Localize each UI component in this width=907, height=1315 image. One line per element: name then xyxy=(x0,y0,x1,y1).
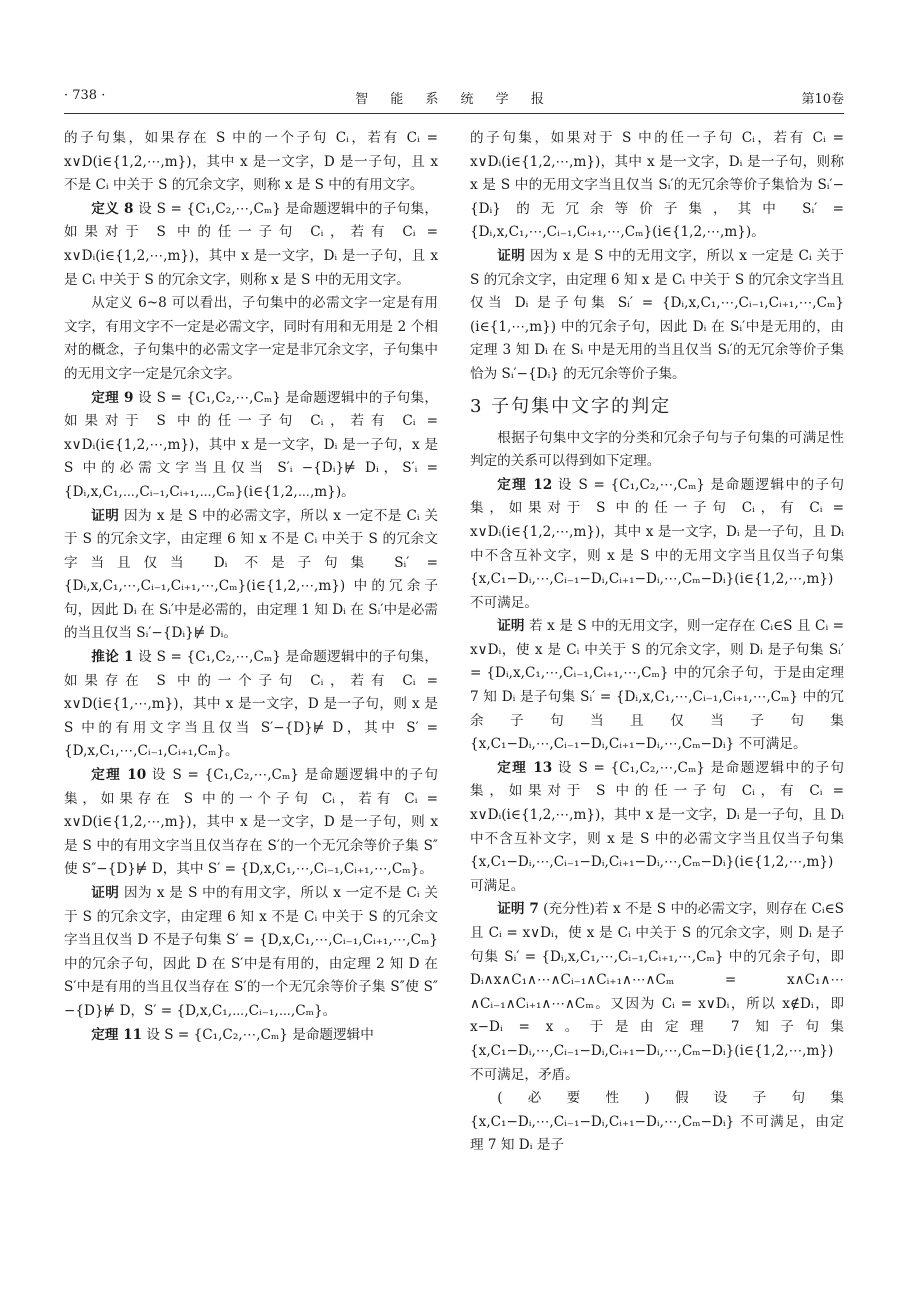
paragraph-text: 因为 x 是 S 中的有用文字，所以 x 一定不是 Cᵢ 关于 S 的冗余文字，由定理 6 知 x 不是 Cᵢ 中关于 S 的冗余文字当且仅当 D 不是子句集 S′ = {D,x,C₁,⋯,Cᵢ₋₁,Cᵢ₊₁,⋯,Cₘ} 中的冗余子句，因此 D 在 S′中是有用的，由定理 2 知 D 在 S′中是有用的当且仅当存在 S′的一个无冗余等价子集 S″使 S″−{D}⊭ D，S′ = {D,x,C₁,⋯,Cᵢ₋₁,⋯,Cₘ}。 xyxy=(64,885,438,1019)
volume-label: 第10卷 xyxy=(801,92,844,107)
paragraph: 从定义 6~8 可以看出，子句集中的必需文字一定是有用文字，有用文字不一定是必需文字，同时有用和无用是 2 个相对的概念，子句集中的必需文字一定是非冗余文字，子句集中的无用文字一定是冗余文字。 xyxy=(64,295,438,382)
header-rule xyxy=(64,113,844,114)
labeled-paragraph xyxy=(64,764,438,882)
labeled-paragraph xyxy=(470,615,844,757)
labeled-paragraph xyxy=(470,245,844,387)
paragraph-label: 定理 11 xyxy=(91,1026,143,1043)
paragraph-label: 证明 xyxy=(91,507,120,524)
section-heading: 3 子句集中文字的判定 xyxy=(470,395,672,417)
paragraph-label: 定理 10 xyxy=(91,767,147,784)
paragraph-label: 证明 xyxy=(497,618,525,635)
labeled-paragraph xyxy=(64,882,438,1024)
labeled-paragraph xyxy=(64,387,438,505)
labeled-paragraph xyxy=(64,646,438,764)
paragraph-text: 设 S = {C₁,C₂,⋯,Cₘ} 是命题逻辑中 xyxy=(142,1026,374,1043)
paragraph-text: 因为 x 是 S 中的无用文字，所以 x 一定是 Cᵢ 关于 S 的冗余文字，由定理 6 知 x 是 Cᵢ 中关于 S 的冗余文字当且仅当 Dᵢ 是子句集 Sᵢ′ = {Dᵢ,x,C₁,⋯,Cᵢ₋₁,Cᵢ₊₁,⋯,Cₘ}(i∈{1,⋯,m}) 中的冗余子句，因此 Dᵢ 在 Sᵢ′中是无用的，由定理 3 知 Dᵢ 在 Sᵢ 中是无用的当且仅当 Sᵢ′的无冗余等价子集恰为 Sᵢ′−{Dᵢ} 的无冗余等价子集。 xyxy=(470,247,844,382)
paragraph-label: 定义 8 xyxy=(91,200,134,217)
paragraph-label: 定理 12 xyxy=(497,476,553,493)
right-column xyxy=(470,127,844,1302)
page-header xyxy=(64,88,844,110)
labeled-paragraph xyxy=(64,198,438,292)
paragraph-text: 若 x 是 S 中的无用文字，则一定存在 Cᵢ∈S 且 Cᵢ = x∨Dᵢ，使 x 是 Cᵢ 中关于 S 的冗余文字，则 Dᵢ 是子句集 Sᵢ′ = {Dᵢ,x,C₁,⋯,Cᵢ₋₁,Cᵢ₊₁,⋯,Cₘ} 中的冗余子句，于是由定理 7 知 Dᵢ 是子句集 Sᵢ′ = {Dᵢ,x,C₁,⋯,Cᵢ₋₁,Cᵢ₊₁,⋯,Cₘ} 中的冗余子句当且仅当子句集 {x,C₁−Dᵢ,⋯,Cᵢ₋₁−Dᵢ,Cᵢ₊₁−Dᵢ,⋯,Cₘ−Dᵢ} 不可满足。 xyxy=(470,618,844,753)
labeled-paragraph xyxy=(470,474,844,616)
paragraph: 的子句集，如果对于 S 中的任一子句 Cᵢ，若有 Cᵢ = x∨Dᵢ(i∈{1,2,⋯,m})，其中 x 是一文字，Dᵢ 是一子句，则称 x 是 S 中的无用文字当且仅当 Sᵢ′的无冗余等价子集恰为 Sᵢ′−{Dᵢ} 的无冗余等价子集，其中 Sᵢ′ = {Dᵢ,x,C₁,⋯,Cᵢ₋₁,Cᵢ₊₁,⋯,Cₘ}(i∈{1,2,⋯,m})。 xyxy=(470,130,844,241)
paragraph-label: 证明 xyxy=(91,885,120,901)
paragraph-text: 设 S = {C₁,C₂,⋯,Cₘ} 是命题逻辑中的子句集，如果存在 S 中的一个子句 Cᵢ，若有 Cᵢ = x∨D(i∈{1,2,⋯,m})，其中 x 是一文字，D 是一子句，则 x 是 S 中的有用文字当且仅当存在 S′的一个无冗余等价子集 S″使 S″−{D}⊭ D，其中 S′ = {D,x,C₁,⋯,Cᵢ₋₁,Cᵢ₊₁,⋯,Cₘ}。 xyxy=(64,767,438,878)
paragraph-text: 因为 x 是 S 中的必需文字，所以 x 一定不是 Cᵢ 关于 S 的冗余文字，由定理 6 知 x 不是 Cᵢ 中关于 S 的冗余文字当且仅当 Dᵢ 不是子句集 Sᵢ′ = {Dᵢ,x,C₁,⋯,Cᵢ₋₁,Cᵢ₊₁,⋯,Cₘ}(i∈{1,2,⋯,m}) 中的冗余子句，因此 Dᵢ 在 Sᵢ′中是必需的，由定理 1 知 Dᵢ 在 Sᵢ′中是必需的当且仅当 Sᵢ′−{Dᵢ}⊭ Dᵢ。 xyxy=(64,507,438,642)
paragraph-label: 推论 1 xyxy=(91,649,134,666)
paragraph-label: 证明 7 xyxy=(497,901,539,918)
labeled-paragraph xyxy=(470,757,844,899)
paragraph-text: 设 S = {C₁,C₂,⋯,Cₘ} 是命题逻辑中的子句集，如果对于 S 中的任一子句 Cᵢ，若有 Cᵢ = x∨Dᵢ(i∈{1,2,⋯,m})，其中 x 是一文字，Dᵢ 是一子句，x 是 S 中的必需文字当且仅当 S′ᵢ −{Dᵢ}⊭ Dᵢ，S′ᵢ = {Dᵢ,x,C₁,⋯,Cᵢ₋₁,Cᵢ₊₁,⋯,Cₘ}(i∈{1,2,⋯,m})。 xyxy=(64,389,438,500)
journal-title: 智 能 系 统 学 报 xyxy=(355,92,553,107)
paragraph: 的子句集，如果存在 S 中的一个子句 Cᵢ，若有 Cᵢ = x∨D(i∈{1,2,⋯,m})，其中 x 是一文字，D 是一子句，且 x 不是 Cᵢ 中关于 S 的冗余文字，则称 x 是 S 中的有用文字。 xyxy=(64,130,438,194)
paragraph-text: 设 S = {C₁,C₂,⋯,Cₘ} 是命题逻辑中的子句集，如果对于 S 中的任一子句 Cᵢ，有 Cᵢ = x∨Dᵢ(i∈{1,2,⋯,m})，其中 x 是一文字，Dᵢ 是一子句，且 Dᵢ 中不含互补文字，则 x 是 S 中的无用文字当且仅当子句集 {x,C₁−Dᵢ,⋯,Cᵢ₋₁−Dᵢ,Cᵢ₊₁−Dᵢ,⋯,Cₘ−Dᵢ}(i∈{1,2,⋯,m}) 不可满足。 xyxy=(470,476,844,611)
paragraph-text: (充分性)若 x 不是 S 中的必需文字，则存在 Cᵢ∈S 且 Cᵢ = x∨Dᵢ，使 x 是 Cᵢ 中关于 S 的冗余文字，则 Dᵢ 是子句集 Sᵢ′ = {Dᵢ,x,C₁,⋯,Cᵢ₋₁,Cᵢ₊₁,⋯,Cₘ} 中的冗余子句，即 Dᵢ∧x∧C₁∧⋯∧Cᵢ₋₁∧Cᵢ₊₁∧⋯∧Cₘ = x∧C₁∧⋯∧Cᵢ₋₁∧Cᵢ₊₁∧⋯∧Cₘ。又因为 Cᵢ = x∨Dᵢ，所以 x∉Dᵢ，即 x−Dᵢ = x。于是由定理 7 知子句集 {x,C₁−Dᵢ,⋯,Cᵢ₋₁−Dᵢ,Cᵢ₊₁−Dᵢ,⋯,Cₘ−Dᵢ}(i∈{1,2,⋯,m}) 不可满足，矛盾。 xyxy=(470,901,844,1083)
left-column xyxy=(64,127,438,1302)
paragraph-label: 定理 13 xyxy=(497,759,553,776)
paragraph-label: 定理 9 xyxy=(91,389,134,406)
labeled-paragraph xyxy=(64,1024,438,1048)
labeled-paragraph xyxy=(470,898,844,1087)
labeled-paragraph xyxy=(64,505,438,647)
paragraph-text: 设 S = {C₁,C₂,⋯,Cₘ} 是命题逻辑中的子句集，如果对于 S 中的任一子句 Cᵢ，有 Cᵢ = x∨Dᵢ(i∈{1,2,⋯,m})，其中 x 是一文字，Dᵢ 是一子句，且 Dᵢ 中不含互补文字，则 x 是 S 中的必需文字当且仅当子句集 {x,C₁−Dᵢ,⋯,Cᵢ₋₁−Dᵢ,Cᵢ₊₁−Dᵢ,⋯,Cₘ−Dᵢ}(i∈{1,2,⋯,m}) 可满足。 xyxy=(470,759,844,894)
paragraph-text: 设 S = {C₁,C₂,⋯,Cₘ} 是命题逻辑中的子句集，如果对于 S 中的任一子句 Cᵢ，若有 Cᵢ = x∨Dᵢ(i∈{1,2,⋯,m})，其中 x 是一文字，Dᵢ 是一子句，且 x 是 Cᵢ 中关于 S 的冗余文字，则称 x 是 S 中的无用文字。 xyxy=(64,200,438,288)
paragraph: 根据子句集中文字的分类和冗余子句与子句集的可满足性判定的关系可以得到如下定理。 xyxy=(470,429,844,470)
page-number: · 738 · xyxy=(64,88,106,103)
paragraph-text: 设 S = {C₁,C₂,⋯,Cₘ} 是命题逻辑中的子句集，如果存在 S 中的一个子句 Cᵢ，若有 Cᵢ = x∨D(i∈{1,⋯,m})，其中 x 是一文字，D 是一子句，则 x 是 S 中的有用文字当且仅当 S′−{D}⊭ D，其中 S′ = {D,x,C₁,⋯,Cᵢ₋₁,Cᵢ₊₁,Cₘ}。 xyxy=(64,649,438,760)
paragraph-label: 证明 xyxy=(497,247,526,264)
paragraph: (必要性)假设子句集 {x,C₁−Dᵢ,⋯,Cᵢ₋₁−Dᵢ,Cᵢ₊₁−Dᵢ,⋯,Cₘ−Dᵢ} 不可满足，由定理 7 知 Dᵢ 是子 xyxy=(470,1090,844,1154)
